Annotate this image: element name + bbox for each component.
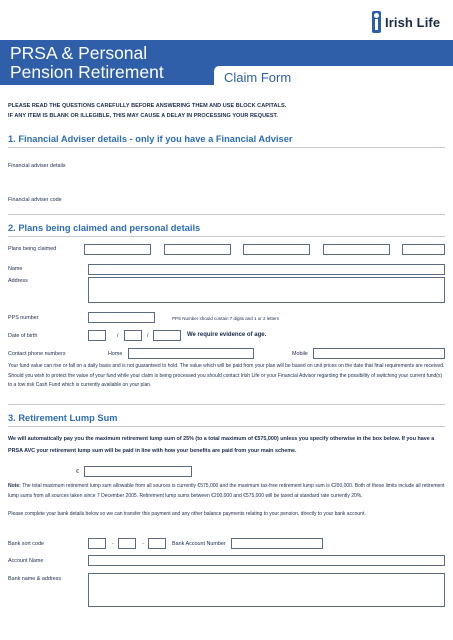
lump-sum-amount-field[interactable] bbox=[84, 466, 192, 477]
sort-separator-1: - bbox=[112, 541, 114, 547]
plan-number-box-3[interactable] bbox=[243, 244, 310, 255]
dob-evidence-note: We require evidence of age. bbox=[187, 332, 267, 338]
address-field[interactable] bbox=[88, 277, 445, 303]
section-1-rule bbox=[8, 147, 445, 148]
bank-name-address-field[interactable] bbox=[88, 573, 445, 607]
adviser-details-label: Financial adviser details bbox=[8, 163, 66, 169]
fund-value-notice: Your fund value can rise or fall on a daily basis and is not guaranteed to hold. The value which will be paid from your plan will be based on unit prices on the date that final requirements are received. Should you wish to protect the value of your fund while your claim is being processed you should contact Irish Life or your Financial Advisor regarding the possibility of switching your current fund(s) to a low risk Cash Fund which is currently available on your plan. bbox=[8, 363, 445, 388]
sort-separator-2: - bbox=[142, 541, 144, 547]
account-name-label: Account Name bbox=[8, 558, 44, 564]
note-text: The total maximum retirement lump sum allowable from all sources is currently €575,000 and the maximum tax-free retirement lump sum is €200,000. Both of these limits include all retirement lump sums from all sources taken since 7 December 2005. Retirement lump sums between €200,000 and €575,000 will be taxed at standard rate currently 20%. bbox=[8, 483, 445, 499]
euro-symbol: € bbox=[76, 469, 79, 475]
title-line-1: PRSA & Personal bbox=[10, 43, 148, 63]
pps-number-label: PPS number bbox=[8, 315, 39, 321]
instruction-line-1: PLEASE READ THE QUESTIONS CAREFULLY BEFORE ANSWERING THEM AND USE BLOCK CAPITALS. bbox=[8, 103, 287, 109]
plan-number-box-4[interactable] bbox=[323, 244, 390, 255]
lump-sum-note bbox=[8, 482, 445, 501]
dob-day-field[interactable] bbox=[88, 330, 106, 341]
mobile-phone-label: Mobile bbox=[292, 351, 308, 357]
note-label: Note: bbox=[8, 483, 21, 489]
instruction-line-2: IF ANY ITEM IS BLANK OR ILLEGIBLE, THIS MAY CAUSE A DELAY IN PROCESSING YOUR REQUEST. bbox=[8, 113, 278, 119]
sort-code-part-2[interactable] bbox=[118, 538, 136, 549]
mobile-phone-field[interactable] bbox=[313, 348, 445, 359]
claim-form-label: Claim Form bbox=[224, 70, 292, 85]
plan-number-box-5[interactable] bbox=[402, 244, 445, 255]
bank-account-number-field[interactable] bbox=[231, 538, 323, 549]
dob-month-field[interactable] bbox=[124, 330, 142, 341]
brand-name: Irish Life bbox=[385, 14, 441, 30]
section-1-heading: 1. Financial Adviser details - only if you have a Financial Adviser bbox=[8, 134, 293, 144]
adviser-code-label: Financial adviser code bbox=[8, 197, 62, 203]
section-2-rule bbox=[8, 236, 445, 237]
date-of-birth-label: Date of birth bbox=[8, 333, 38, 339]
pps-number-field[interactable] bbox=[88, 312, 155, 323]
section-2-heading: 2. Plans being claimed and personal details bbox=[8, 223, 201, 233]
irish-life-logo-icon bbox=[372, 11, 381, 33]
dob-separator-1: / bbox=[117, 333, 119, 339]
home-phone-label: Home bbox=[108, 351, 123, 357]
contact-phone-label: Contact phone numbers bbox=[8, 351, 66, 357]
plan-number-box-1[interactable] bbox=[84, 244, 151, 255]
bank-sort-code-label: Bank sort code bbox=[8, 541, 44, 547]
plans-claimed-label: Plans being claimed bbox=[8, 246, 57, 252]
bank-account-number-label: Bank Account Number bbox=[172, 541, 226, 547]
home-phone-field[interactable] bbox=[128, 348, 254, 359]
bank-name-address-label: Bank name & address bbox=[8, 576, 62, 582]
title-line-2: Pension Retirement bbox=[10, 62, 164, 82]
address-label: Address bbox=[8, 278, 28, 284]
dob-year-field[interactable] bbox=[153, 330, 181, 341]
section-3-rule bbox=[8, 426, 445, 427]
irish-life-logo bbox=[372, 11, 440, 33]
account-name-field[interactable] bbox=[88, 555, 445, 566]
page-title bbox=[10, 44, 164, 82]
plan-number-box-2[interactable] bbox=[164, 244, 231, 255]
sort-code-part-3[interactable] bbox=[148, 538, 166, 549]
name-label: Name bbox=[8, 266, 23, 272]
lump-sum-intro: We will automatically pay you the maximum retirement lump sum of 25% (to a total maximum of €575,000) unless you specify otherwise in the box below. If you have a PRSA AVC your retirement lump sum will be paid in line with how your benefits are paid from your main scheme. bbox=[8, 436, 435, 454]
dob-separator-2: / bbox=[147, 333, 149, 339]
bank-details-intro: Please complete your bank details below so we can transfer this payment and any other balance payments relating to your pension, directly to your bank account. bbox=[8, 511, 366, 517]
section-2-bottom-rule bbox=[8, 404, 445, 405]
section-1-bottom-rule bbox=[8, 214, 445, 215]
sort-code-part-1[interactable] bbox=[88, 538, 106, 549]
name-field[interactable] bbox=[88, 264, 445, 275]
pps-number-note: PPS Number should contain 7 digits and 1 or 2 letters bbox=[172, 316, 280, 321]
section-3-heading: 3. Retirement Lump Sum bbox=[8, 413, 118, 423]
